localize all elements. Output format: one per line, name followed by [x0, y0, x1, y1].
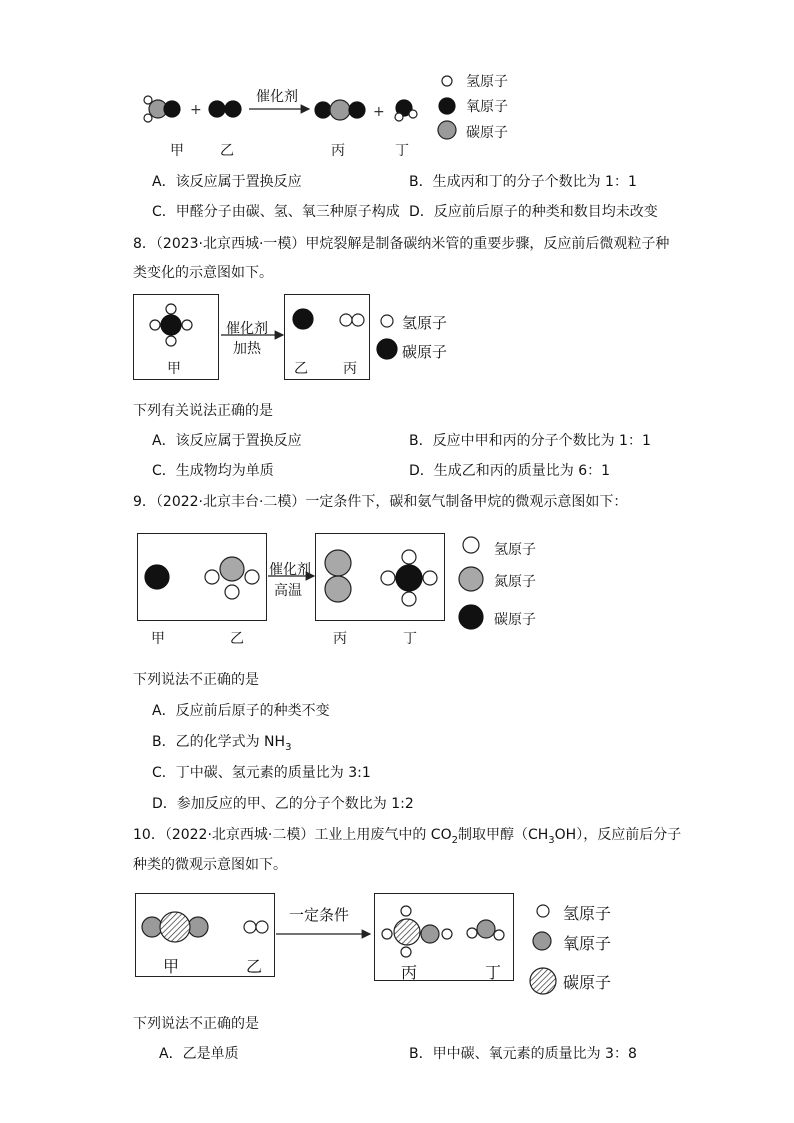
q7-label-jia: 甲: [170, 143, 184, 159]
q9-legend-c: 碳原子: [494, 612, 536, 628]
q8-option-c[interactable]: C．生成物均为单质: [152, 463, 274, 479]
q7-label-bing: 丙: [331, 143, 345, 159]
q9-option-b-sub: 3: [285, 741, 292, 753]
q7-label-yi: 乙: [220, 143, 234, 159]
q7-molecule-bing: [314, 99, 366, 121]
q9-label-jia: 甲: [151, 631, 165, 647]
q9-arrow-top: 催化剂: [269, 562, 311, 578]
q7-legend-c-icon: [436, 119, 458, 141]
q10-stem-sub2: 3: [548, 834, 555, 846]
q10-label-jia: 甲: [163, 957, 180, 976]
q8-legend-c: 碳原子: [402, 343, 448, 361]
q7-plus-2: +: [373, 104, 385, 120]
q8-label-bing: 丙: [343, 361, 357, 377]
q10-option-b[interactable]: B．甲中碳、氧元素的质量比为 3：8: [409, 1046, 637, 1062]
q7-molecule-yi: [208, 99, 244, 119]
q9-arrow-bottom: 高温: [274, 583, 302, 599]
q8-molecule-bing: [338, 312, 366, 328]
q10-label-yi: 乙: [246, 957, 263, 976]
q9-legend-c-icon: [457, 603, 485, 631]
q9-option-a[interactable]: A．反应前后原子的种类不变: [152, 703, 330, 719]
q7-molecule-jia: [140, 92, 185, 128]
q10-legend-o-icon: [531, 930, 553, 952]
q10-molecule-ding: [465, 916, 507, 946]
q8-label-jia: 甲: [167, 361, 181, 377]
q9-stem: 9．（2022·北京丰台·二模）一定条件下，碳和氨气制备甲烷的微观示意图如下：: [133, 494, 628, 510]
q8-stem-line2: 类变化的示意图如下。: [133, 265, 273, 281]
q10-molecule-yi: [242, 919, 270, 935]
q7-legend-c: 碳原子: [466, 125, 508, 141]
q9-molecule-yi: [203, 554, 261, 600]
q8-molecule-yi: [291, 307, 315, 331]
q8-legend-c-icon: [375, 337, 399, 361]
q9-molecule-bing: [322, 548, 354, 604]
q7-option-b[interactable]: B．生成丙和丁的分子个数比为 1：1: [409, 174, 637, 190]
q9-legend-n-icon: [457, 565, 485, 593]
q10-stem-b: 制取甲醇（CH: [457, 827, 549, 843]
q10-legend-c-icon: [528, 966, 558, 996]
q9-legend-n: 氮原子: [494, 574, 536, 590]
q7-label-ding: 丁: [395, 143, 409, 159]
q10-label-ding: 丁: [485, 963, 502, 982]
q9-option-d[interactable]: D．参加反应的甲、乙的分子个数比为 1:2: [152, 796, 414, 812]
q8-arrow-bottom: 加热: [233, 341, 261, 357]
q10-stem-line2: 种类的微观示意图如下。: [133, 857, 287, 873]
q7-legend-o: 氧原子: [466, 99, 508, 115]
q10-stem-sub: 2: [451, 834, 458, 846]
q8-option-a[interactable]: A．该反应属于置换反应: [152, 433, 302, 449]
q8-stem-line1: 8．（2023·北京西城·一模）甲烷裂解是制备碳纳米管的重要步骤，反应前后微观粒子种: [133, 236, 670, 252]
q7-plus-1: +: [190, 102, 202, 118]
q10-label-bing: 丙: [401, 963, 418, 982]
q10-legend-o: 氧原子: [563, 934, 612, 953]
q10-legend-h-icon: [535, 903, 551, 919]
q7-legend-o-icon: [437, 96, 457, 116]
q8-legend-h: 氢原子: [402, 314, 448, 332]
q7-option-d[interactable]: D．反应前后原子的种类和数目均未改变: [409, 204, 658, 220]
q9-prompt: 下列说法不正确的是: [133, 672, 259, 688]
q9-legend-h: 氢原子: [494, 542, 536, 558]
q8-arrow-top: 催化剂: [226, 321, 268, 337]
q7-arrow-label: 催化剂: [256, 89, 298, 105]
q8-option-b[interactable]: B．反应中甲和丙的分子个数比为 1：1: [409, 433, 651, 449]
q9-molecule-jia: [143, 563, 171, 591]
q7-option-c[interactable]: C．甲醛分子由碳、氢、氧三种原子构成: [152, 204, 400, 220]
q10-stem-line1: [133, 826, 681, 850]
q10-molecule-jia: [140, 910, 210, 944]
q10-stem-a: 10．（2022·北京西城·二模）工业上用废气中的 CO: [133, 827, 452, 843]
q7-arrow: [249, 104, 311, 114]
q7-legend-h: 氢原子: [466, 74, 508, 90]
q10-arrow-label: 一定条件: [289, 906, 350, 924]
q8-prompt: 下列有关说法正确的是: [133, 403, 273, 419]
q7-option-a[interactable]: A．该反应属于置换反应: [152, 174, 302, 190]
q9-label-ding: 丁: [403, 631, 417, 647]
q9-molecule-ding: [380, 549, 438, 607]
q8-molecule-jia: [148, 302, 194, 348]
q9-option-b-text: B．乙的化学式为 NH: [152, 734, 286, 750]
q9-label-yi: 乙: [230, 631, 244, 647]
q8-option-d[interactable]: D．生成乙和丙的质量比为 6：1: [409, 463, 611, 479]
q8-label-yi: 乙: [294, 361, 308, 377]
q10-arrow: [276, 929, 372, 939]
q10-legend-h: 氢原子: [563, 904, 612, 923]
q10-prompt: 下列说法不正确的是: [133, 1016, 259, 1032]
q10-legend-c: 碳原子: [563, 973, 612, 992]
q10-stem-c: OH），反应前后分子: [554, 827, 682, 843]
q7-legend-h-icon: [440, 74, 454, 88]
q9-legend-h-icon: [461, 535, 481, 555]
q10-molecule-bing: [380, 903, 456, 959]
q9-label-bing: 丙: [333, 631, 347, 647]
q10-option-a[interactable]: A．乙是单质: [159, 1046, 239, 1062]
q9-option-b[interactable]: [152, 733, 291, 757]
q8-legend-h-icon: [379, 313, 395, 329]
q7-molecule-ding: [392, 95, 420, 123]
q9-option-c[interactable]: C．丁中碳、氢元素的质量比为 3:1: [152, 765, 371, 781]
